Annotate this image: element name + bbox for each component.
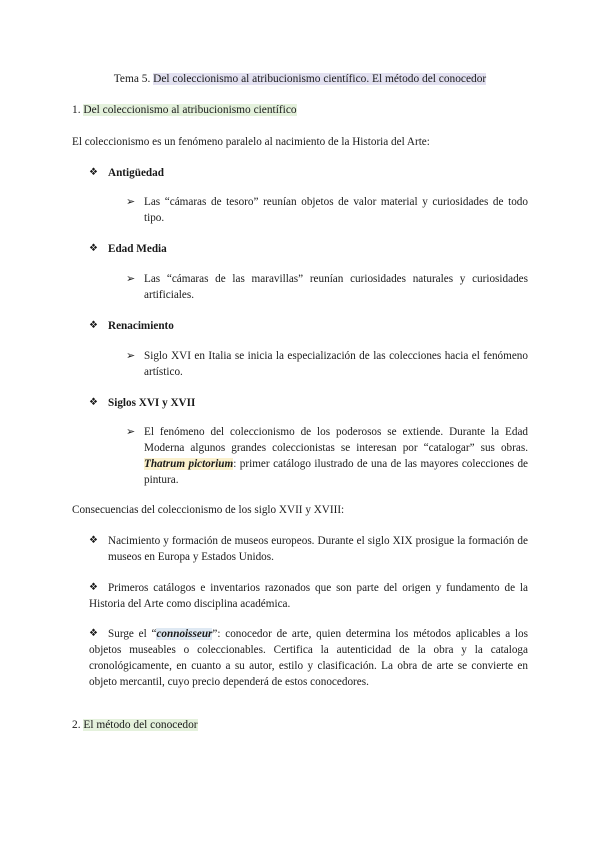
section-2-title: El método del conocedor	[83, 719, 198, 731]
title-highlight: Del coleccionismo al atribucionismo científico. El método del conocedor	[153, 73, 487, 85]
detail-text-after: : primer catálogo ilustrado de una de las mayores colecciones de pintura.	[144, 458, 529, 486]
arrow-bullet-icon: ➢	[126, 196, 136, 208]
period-detail	[126, 424, 528, 488]
intro-paragraph: El coleccionismo es un fenómeno paralelo al nacimiento de la Historia del Arte:	[72, 136, 430, 148]
period-detail	[126, 271, 528, 303]
period-detail	[126, 348, 528, 380]
consequence-text	[89, 626, 528, 690]
period-item	[89, 165, 529, 181]
period-detail-text	[144, 424, 528, 488]
detail-text-before: El fenómeno del coleccionismo de los poderosos se extiende. Durante la Edad Moderna algunos grandes coleccionistas se interesan por “catalogar” sus obras.	[144, 426, 528, 454]
diamond-bullet-icon: ❖	[89, 243, 98, 254]
diamond-bullet-icon: ❖	[89, 320, 98, 331]
diamond-bullet-icon: ❖	[89, 167, 98, 178]
period-label: Siglos XVI y XVII	[108, 397, 196, 409]
period-label: Antigüedad	[108, 167, 164, 179]
diamond-bullet-icon: ❖	[89, 397, 98, 408]
consequence-item	[89, 626, 528, 690]
period-item	[89, 395, 529, 411]
period-label: Renacimiento	[108, 320, 174, 332]
diamond-bullet-icon: ❖	[89, 535, 98, 546]
period-detail-text: Las “cámaras de tesoro” reunían objetos de valor material y curiosidades de todo tipo.	[144, 196, 528, 224]
arrow-bullet-icon: ➢	[126, 273, 136, 285]
period-detail	[126, 194, 528, 226]
arrow-bullet-icon: ➢	[126, 426, 136, 438]
section-1-title: Del coleccionismo al atribucionismo científico	[83, 104, 297, 116]
period-label: Edad Media	[108, 243, 167, 255]
catalog-title-highlight: Thatrum pictorium	[144, 458, 234, 470]
consequence-text: Nacimiento y formación de museos europeos. Durante el siglo XIX prosigue la formación de museos en Europa y Estados Unidos.	[108, 535, 528, 563]
period-detail-text: Las “cámaras de las maravillas” reunían curiosidades naturales y curiosidades artificiales.	[144, 273, 528, 301]
arrow-bullet-icon: ➢	[126, 350, 136, 362]
consequence-item	[89, 580, 528, 612]
period-detail-text: Siglo XVI en Italia se inicia la especialización de las colecciones hacia el fenómeno artístico.	[144, 350, 528, 378]
section-1-number: 1.	[72, 104, 84, 116]
consequences-intro: Consecuencias del coleccionismo de los siglo XVII y XVIII:	[72, 504, 345, 516]
connoisseur-highlight: connoisseur	[156, 628, 213, 640]
consequence-text: Primeros catálogos e inventarios razonados que son parte del origen y fundamento de la Historia del Arte como disciplina académica.	[89, 582, 528, 610]
period-item	[89, 241, 529, 257]
section-1-heading	[72, 102, 297, 118]
diamond-bullet-icon: ❖	[89, 582, 98, 593]
section-2-heading	[72, 717, 198, 733]
section-2-number: 2.	[72, 719, 84, 731]
consequence-text-before: Surge el “	[108, 628, 157, 640]
consequence-text-after: ”: conocedor de arte, quien determina los métodos aplicables a los objetos museables o coleccionables. Certifica la autenticidad de la obra y la cataloga cronológicamente, en cuanto a su autor, estilo y clasificación. La obra de arte se convierte en objeto mercantil, cuyo precio dependerá de estos conocedores.	[89, 628, 528, 688]
title-prefix: Tema 5.	[113, 73, 154, 85]
period-item	[89, 318, 529, 334]
diamond-bullet-icon: ❖	[89, 628, 98, 639]
page-title	[0, 71, 600, 87]
consequence-item	[89, 533, 528, 565]
